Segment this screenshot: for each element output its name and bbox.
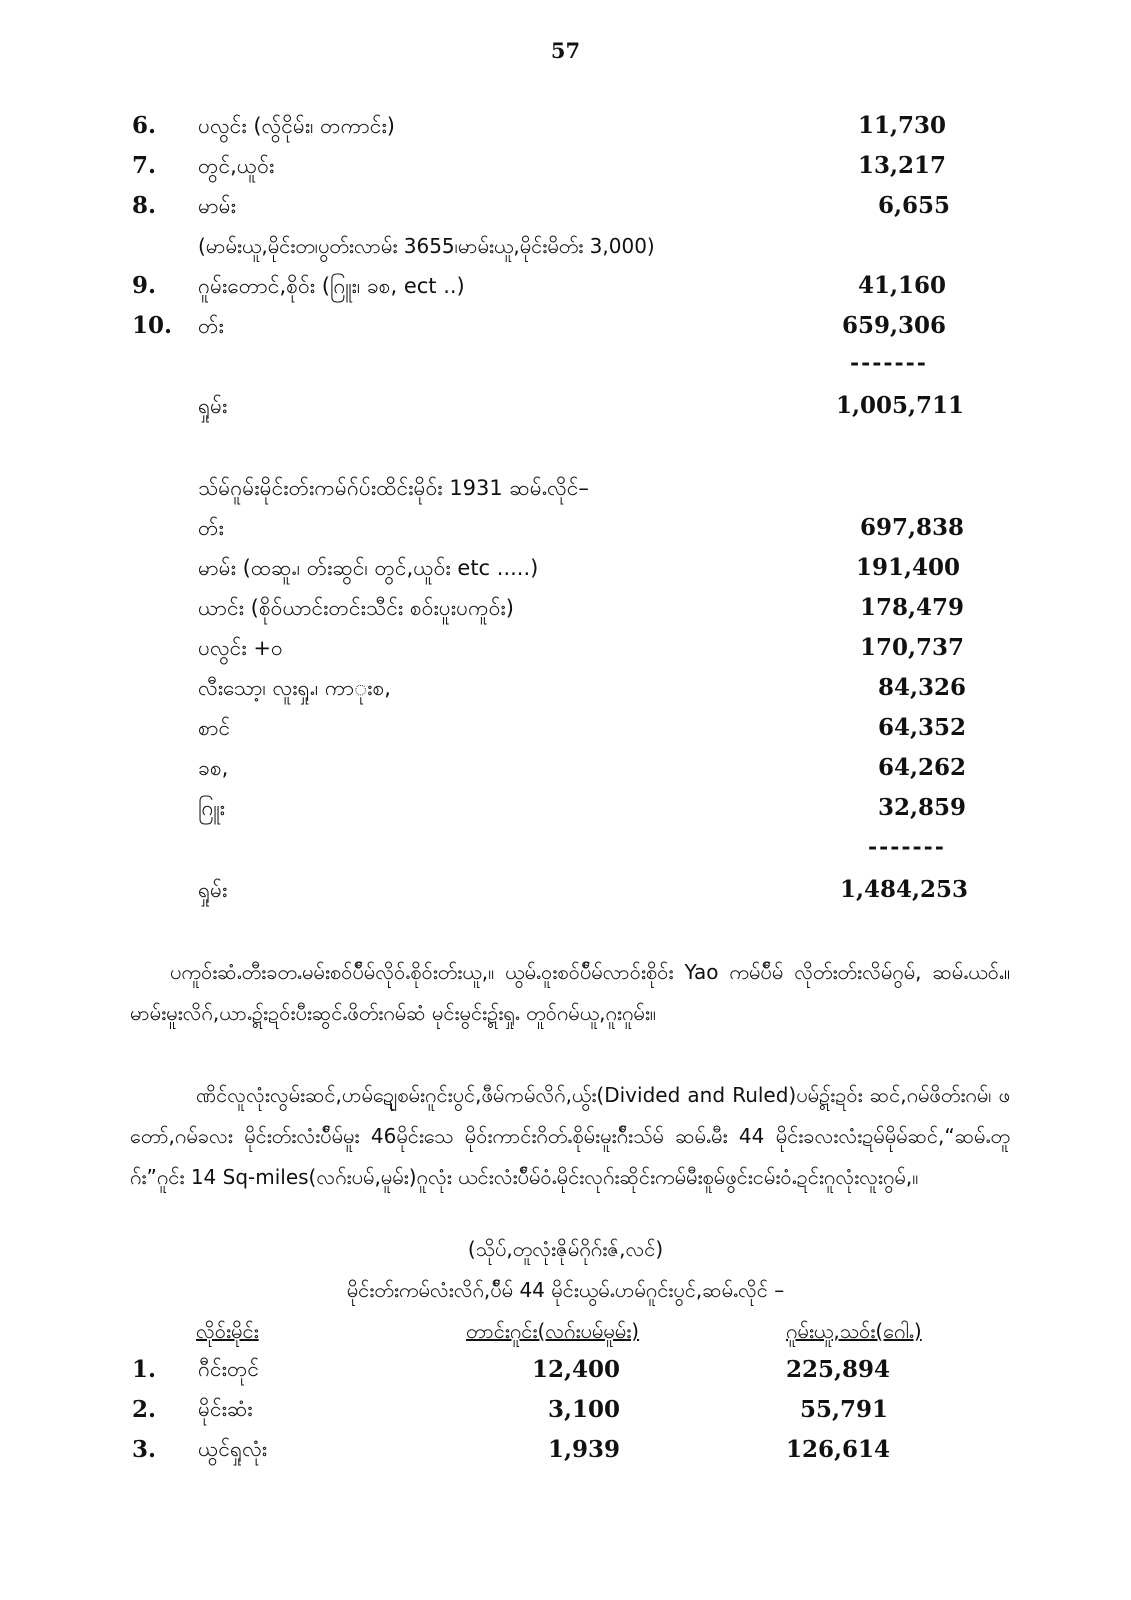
- item-label: ခစ,: [198, 756, 229, 780]
- section-heading: သ်မ်ဂူမ်းမိုင်းတ်းကမ်ဂ်ပ်းထိင်းမိုဝ်း 1931 ဆမ်ႉလိုင်–: [198, 476, 589, 500]
- table-caption: မိုင်းတ်းကမ်လံးလိဂ်,ပ်ီမ် 44 မိုင်းယွမ်ႉပာမ်ဂူင်းပွင်,ဆမ်ႉလိုင် –: [346, 1278, 785, 1302]
- sum-rule: -------: [850, 350, 928, 376]
- state-name: ဂီင်းတုင်: [198, 1357, 260, 1381]
- item-label: တွင်,ယူဝ်း: [198, 154, 275, 178]
- list-item: [0, 510, 964, 546]
- item-value: 11,730: [857, 112, 946, 139]
- item-note: (မာမ်းယူ,မိုင်းတ၊ပွတ်းလာမ်း 3655၊မာမ်းယူ,မိုင်းမိတ်း 3,000): [198, 234, 655, 258]
- item-value: 659,306: [841, 312, 946, 339]
- state-name: ယွင်ရှုလုံး: [198, 1437, 268, 1461]
- item-value: 84,326: [877, 674, 966, 701]
- population-value: 55,791: [800, 1396, 889, 1423]
- item-value: 178,479: [859, 594, 964, 621]
- state-name: မိုင်းဆံး: [198, 1397, 253, 1421]
- parenthetical-line: (သိုပ်,တူလုံးဇိုမ်ဂိုဂ်းဇ်,လင်): [467, 1237, 664, 1261]
- item-number: 8.: [132, 192, 157, 219]
- list-item: [0, 188, 950, 224]
- item-number: 9.: [132, 272, 157, 299]
- list-item: [0, 710, 966, 746]
- item-value: 41,160: [857, 272, 946, 299]
- row-number: 1.: [132, 1356, 157, 1383]
- body-paragraph: ဏိင်လူလုံးလွမ်းဆင်,ပာမ်ဍျေစမ်းဂူင်းပွင်,ဖီမ်ဂာမ်လိဂ်,ယွ်း(Divided and Ruled)ပမ်ဍွ်းဍဝ်း ဆင်,ဂမ်ဖိတ်းဂမ်၊ ဖတော်,ဂမ်ခလး မိုင်းတ်းလံးပ်ီမ်မူး 46မိုင်းသေ မိုဝ်းကာင်းဂိတ်ႉစိုမ်းမူးဂ်ီးသ်မ် ဆမ်ႉမီး 44 မိုင်းခလးလံးဍမ်မိုမ်ဆင်,“ဆမ်ႉတူဂ်း”ဂူင်း 14 Sq-miles(လဂ်းပမ်,မူမ်း)ဂူလုံး ယင်းလံးပ်ီမ်ဝံႉမိုင်းလုဂ်းဆိုင်းကမ်မီးစူမ်ဖွင်းငမ်းဝံႉဍင်းဂူလုံးလူးဂွမ်,။: [130, 1083, 1010, 1189]
- item-label: ယာင်း (စိုဝ်ယာင်းတင်းသီင်း စဝ်းပူးပကူဝ်း): [198, 596, 514, 620]
- area-value: 12,400: [532, 1356, 621, 1383]
- item-label: ပလွင်း (လွ်ငိုမ်း၊ တကာင်း): [198, 114, 395, 138]
- list-item: [0, 630, 964, 666]
- item-number: 6.: [132, 112, 157, 139]
- item-label: တ်း: [198, 314, 224, 338]
- page-number: 57: [550, 38, 581, 63]
- area-value: 1,939: [548, 1436, 621, 1463]
- column-header: လိုဝ်းမိုင်း: [196, 1319, 259, 1343]
- item-label: ဂူမ်းတောင်,စိုဝ်း (ဂြူး၊ ခစ, ect ..): [198, 274, 465, 298]
- item-number: 10.: [132, 312, 173, 339]
- list-item: [0, 268, 946, 304]
- item-label: မာမ်း (ထဆူႉ၊ တ်းဆွင်၊ တွင်,ယူဝ်း etc .....): [198, 556, 539, 580]
- item-value: 191,400: [855, 554, 960, 581]
- total-label: ရှုမ်း: [198, 878, 228, 902]
- total-row: [0, 388, 964, 424]
- item-value: 6,655: [877, 192, 950, 219]
- row-number: 3.: [132, 1436, 157, 1463]
- column-header: ဂူမ်းယူ,သဝ်း(ဂေါႉ): [786, 1319, 922, 1343]
- list-item: [0, 228, 950, 264]
- population-value: 126,614: [786, 1436, 891, 1463]
- sum-rule: -------: [868, 834, 946, 860]
- total-value: 1,005,711: [835, 392, 964, 419]
- item-number: 7.: [132, 152, 157, 179]
- item-value: 64,262: [877, 754, 966, 781]
- item-value: 64,352: [877, 714, 966, 741]
- list-item: [0, 750, 966, 786]
- list-item: [0, 550, 960, 586]
- row-number: 2.: [132, 1396, 157, 1423]
- item-label: မာမ်း: [198, 194, 236, 218]
- item-value: 697,838: [859, 514, 964, 541]
- list-item: [0, 590, 964, 626]
- item-label: စာင်: [198, 716, 231, 740]
- total-label: ရှုမ်း: [198, 394, 228, 418]
- list-item: [0, 148, 946, 184]
- total-row: [0, 872, 968, 908]
- total-value: 1,484,253: [839, 876, 968, 903]
- item-value: 32,859: [877, 794, 966, 821]
- item-label: ဂြူး: [198, 796, 225, 820]
- body-paragraph: ပကူဝ်းဆံႉတီးခတႉမမ်းစဝ်ပ်ီမ်လိုဝ်ႉစိုဝ်းတ်းယူ,။ ယွမ်ႉဝူးစဝ်ပ်ီမ်လာဝ်းစိုဝ်း Yao ကမ်ပ်ီမ် လိုတ်းတ်းလိမ်ဂွမ်, ဆမ်ႉယဝ်ႉ။ မာမ်းမူးလိဂ်,ယာႉဍွ်းဍဝ်းပီးဆွင်ႉဖိတ်းဂမ်ဆံ မုင်းမွင်းဍွ်းရှုႉ တူဝ်ဂမ်ယူ,ဂူးဂူမ်း။: [130, 960, 1010, 1025]
- item-value: 13,217: [857, 152, 946, 179]
- item-value: 170,737: [859, 634, 964, 661]
- column-header: တာင်းဂူင်း(လဂ်းပမ်မူမ်း): [466, 1319, 640, 1343]
- item-label: တ်း: [198, 516, 224, 540]
- list-item: [0, 108, 946, 144]
- population-value: 225,894: [786, 1356, 891, 1383]
- item-label: ပလွင်း +ဝ: [198, 636, 283, 660]
- list-item: [0, 790, 966, 826]
- item-label: လီးသော့၊ လူးရှုႉ၊ ကာုးစ,: [198, 676, 391, 700]
- area-value: 3,100: [548, 1396, 621, 1423]
- list-item: [0, 308, 946, 344]
- list-item: [0, 670, 966, 706]
